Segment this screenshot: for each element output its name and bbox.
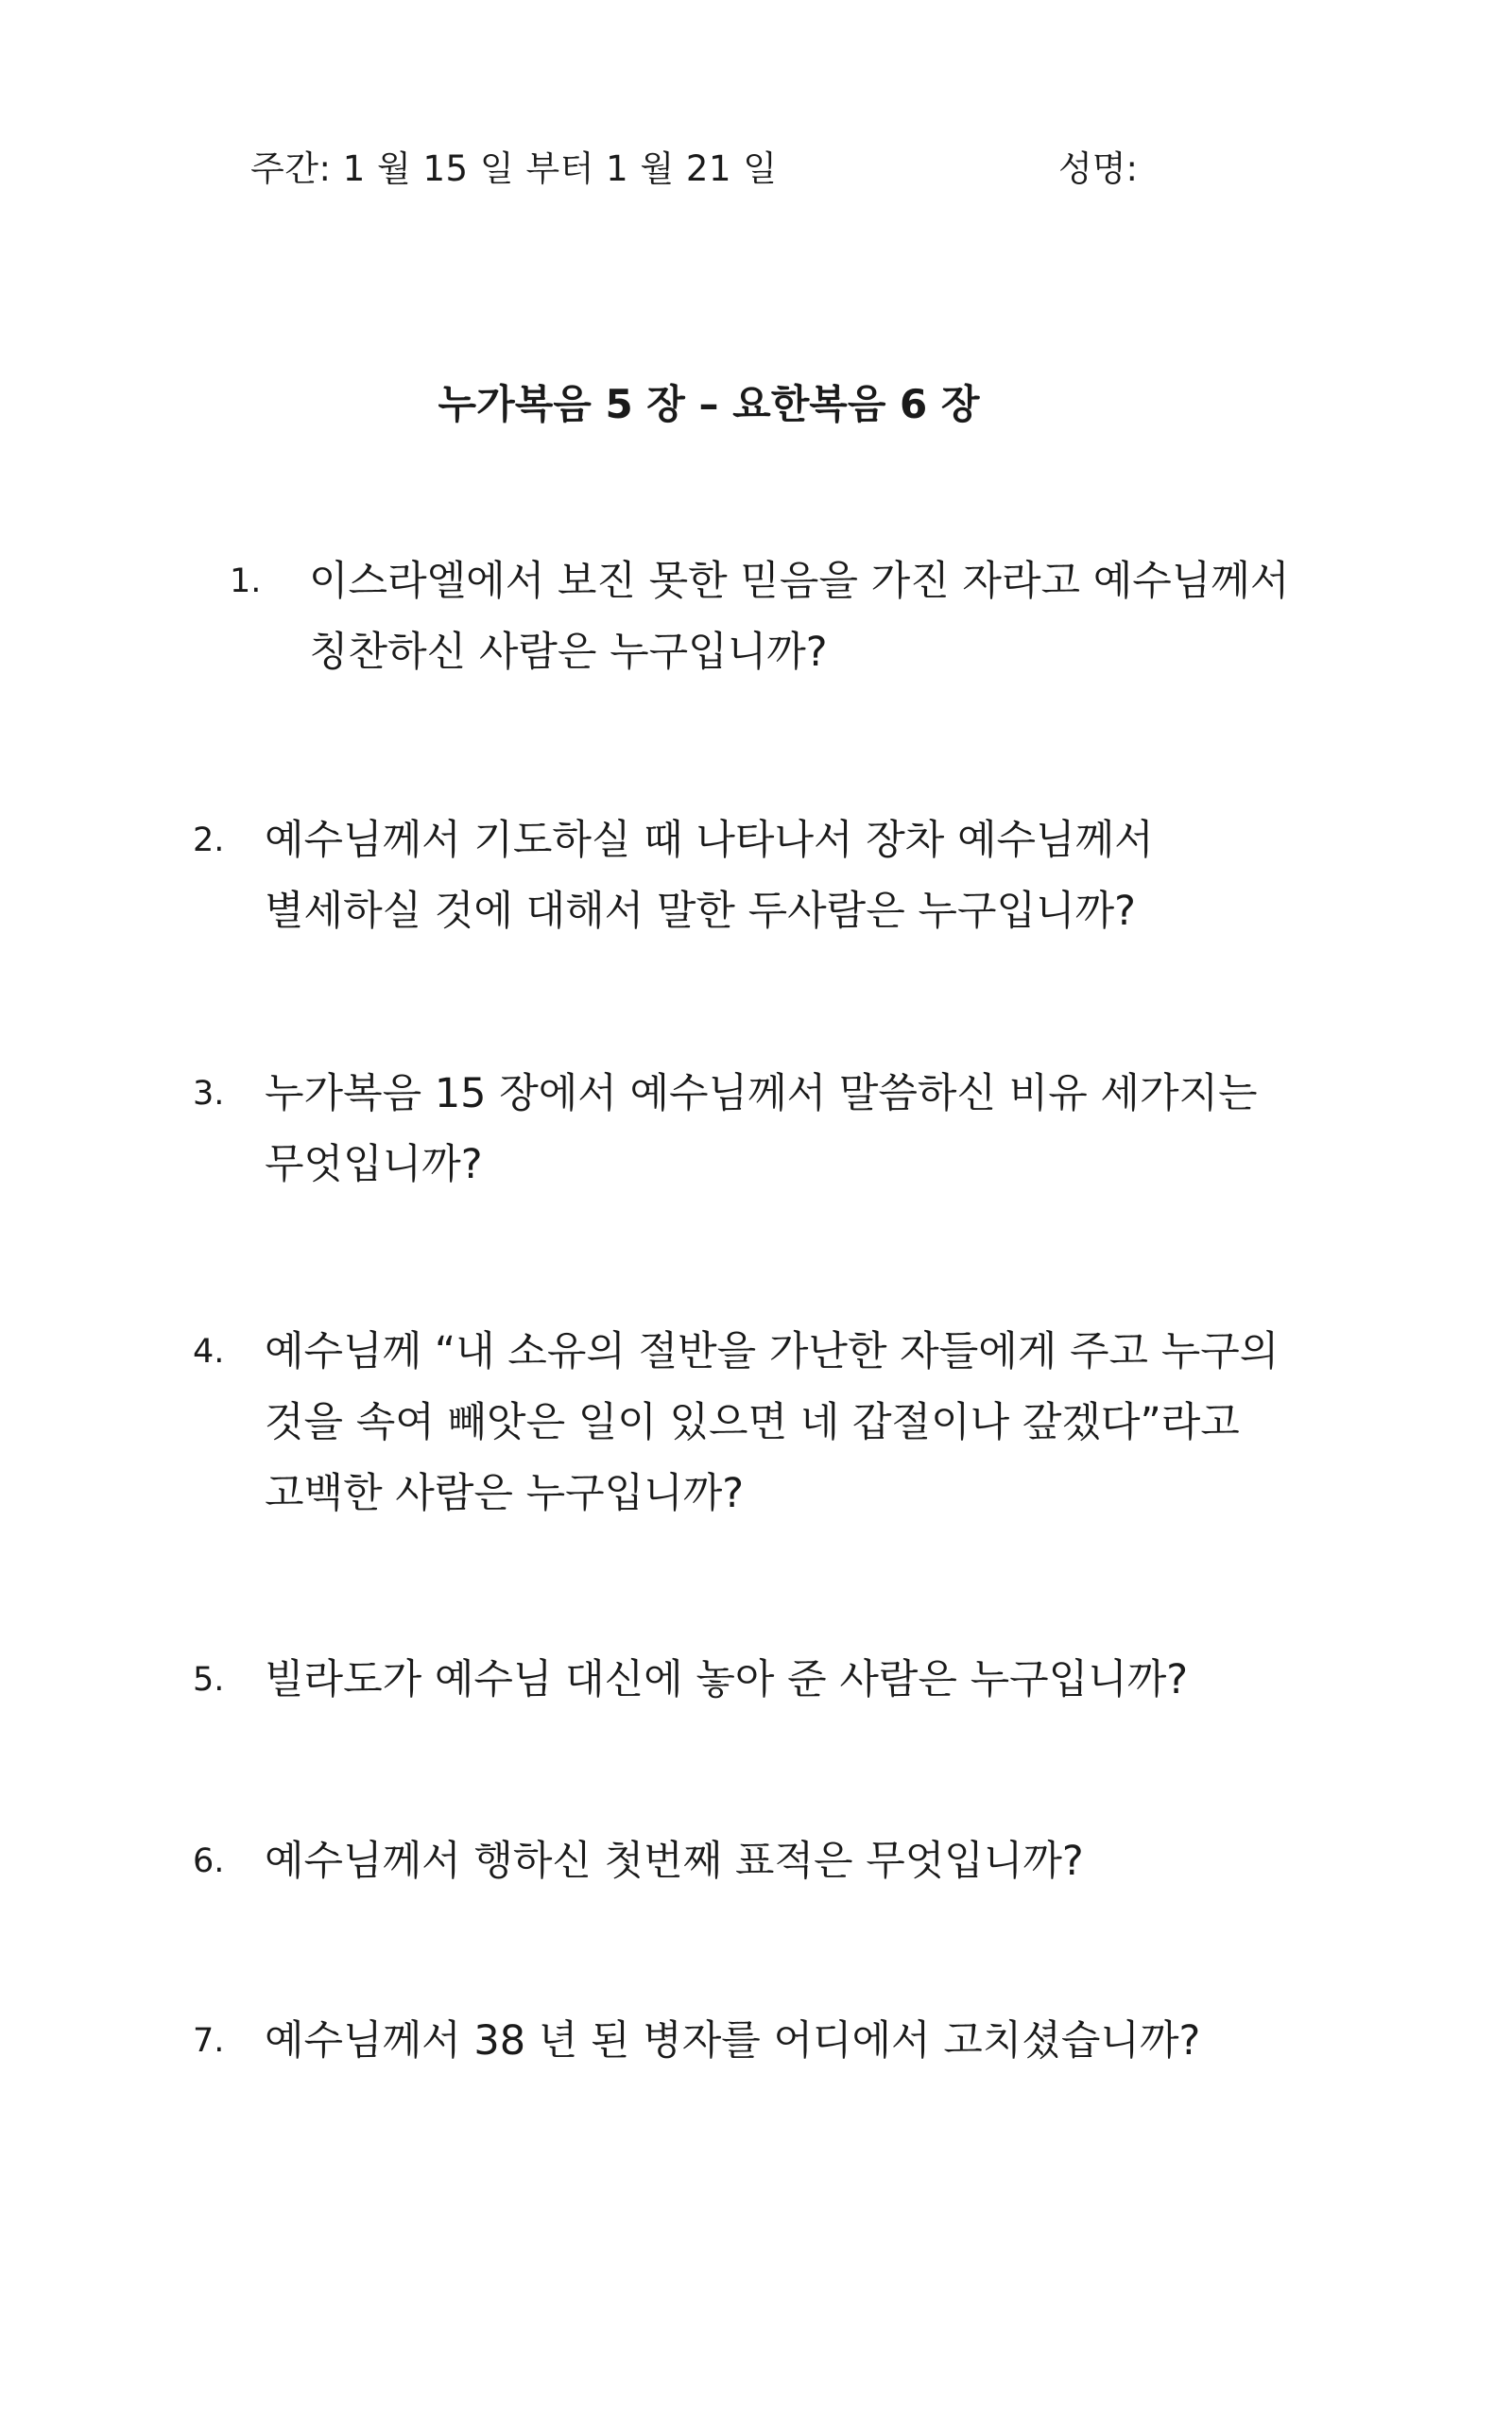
question-text: 빌라도가 예수님 대신에 놓아 준 사람은 누구입니까?	[265, 1656, 1189, 1703]
question-number: 1.	[230, 562, 262, 600]
question-text: 예수님께서 기도하실 때 나타나서 장차 예수님께서 별세하실 것에 대해서 말한 두사람은 누구입니까?	[265, 817, 1154, 935]
question-number: 3.	[193, 1075, 225, 1113]
question-number: 7.	[193, 2022, 225, 2060]
question-item	[193, 1645, 1188, 1716]
question-text: 예수님께 “내 소유의 절반을 가난한 자들에게 주고 누구의 것을 속여 빼앗은 일이 있으면 네 갑절이나 갚겠다”라고 고백한 사람은 누구입니까?	[265, 1328, 1280, 1517]
question-number: 2.	[193, 821, 225, 859]
question-number: 6.	[193, 1842, 225, 1880]
question-item	[193, 1059, 1258, 1201]
week-range: 주간: 1 월 15 일 부터 1 월 21 일	[250, 148, 778, 189]
question-number: 4.	[193, 1333, 225, 1371]
question-item	[193, 1317, 1279, 1530]
question-text: 누가복음 15 장에서 예수님께서 말씀하신 비유 세가지는 무엇입니까?	[265, 1070, 1258, 1188]
question-item	[193, 1826, 1084, 1897]
question-text: 예수님께서 행하신 첫번째 표적은 무엇입니까?	[265, 1838, 1084, 1885]
page-title: 누가복음 5 장 – 요한복음 6 장	[438, 381, 980, 427]
question-item	[193, 2006, 1200, 2077]
question-text: 예수님께서 38 년 된 병자를 어디에서 고치셨습니까?	[265, 2017, 1201, 2065]
question-text: 이스라엘에서 보진 못한 믿음을 가진 자라고 예수님께서 칭찬하신 사람은 누구입니까?	[309, 558, 1290, 676]
question-item	[193, 805, 1154, 947]
question-item	[230, 546, 1289, 688]
name-label: 성명:	[1058, 148, 1138, 189]
question-number: 5.	[193, 1661, 225, 1699]
